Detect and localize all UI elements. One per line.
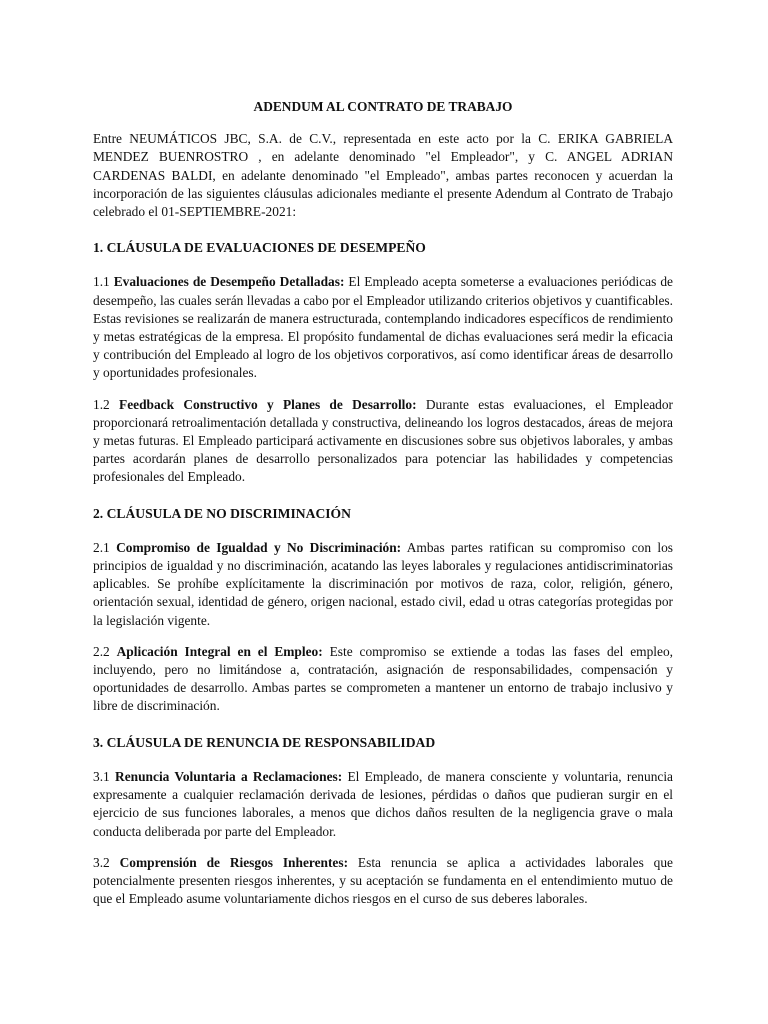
clause-text: Durante estas evaluaciones, el Empleador proporcionará retroalimentación detallada y constructiva, delineando los logros destacados, áreas de mejora y metas futuras. El Empleado participará activamente en discusiones sobre sus objetivos laborales, y ambas partes acordarán planes de desarrollo personalizados para potenciar las habilidades y competencias profesionales del Empleado. bbox=[93, 396, 673, 485]
clause-lead: Evaluaciones de Desempeño Detalladas: bbox=[113, 274, 345, 290]
clause-lead: Aplicación Integral en el Empleo: bbox=[116, 643, 323, 659]
clause-text: El Empleado, de manera consciente y voluntaria, renuncia expresamente a cualquier reclamación derivada de lesiones, pérdidas o daños que pudieran surgir en el ejercicio de sus funciones laborales, a menos que dichos daños resulten de la negligencia grave o mala conducta deliberada por parte del Empleador. bbox=[93, 768, 673, 839]
clause-number: 1.2 bbox=[93, 396, 110, 412]
clause-text: Esta renuncia se aplica a actividades laborales que potencialmente presenten riesgos inherentes, y su aceptación se fundamenta en el entendimiento mutuo de que el Empleado asume voluntariamente dichos riesgos en el curso de sus deberes laborales. bbox=[93, 854, 673, 907]
section-heading-2: 2. CLÁUSULA DE NO DISCRIMINACIÓN bbox=[93, 505, 351, 521]
clause-number: 2.1 bbox=[93, 539, 110, 555]
document-title: ADENDUM AL CONTRATO DE TRABAJO bbox=[253, 99, 513, 114]
clause-text: Ambas partes ratifican su compromiso con los principios de igualdad y no discriminación, acatando las leyes laborales y regulaciones antidiscriminatorias aplicables. Se prohíbe explícitamente la discriminación por motivos de raza, color, religión, género, orientación sexual, identidad de género, origen nacional, estado civil, edad u otras categorías protegidas por la legislación vigente. bbox=[93, 539, 673, 628]
clause-number: 2.2 bbox=[93, 643, 110, 659]
document-page bbox=[93, 98, 673, 921]
clause-number: 3.2 bbox=[93, 854, 110, 870]
clause-text: El Empleado acepta someterse a evaluaciones periódicas de desempeño, las cuales serán llevadas a cabo por el Empleador utilizando criterios objetivos y cuantificables. Estas revisiones se realizarán de manera estructurada, contemplando indicadores específicos de rendimiento y metas estratégicas de la empresa. El propósito fundamental de dichas evaluaciones será medir la eficacia y contribución del Empleado al logro de los objetivos corporativos, así como identificar áreas de desarrollo y oportunidades profesionales. bbox=[93, 274, 673, 381]
clause-number: 3.1 bbox=[93, 768, 110, 784]
clause-2-1 bbox=[93, 539, 673, 630]
intro-paragraph: Entre NEUMÁTICOS JBC, S.A. de C.V., representada en este acto por la C. ERIKA GABRIELA MENDEZ BUENROSTRO , en adelante denominado "el Empleador", y C. ANGEL ADRIAN CARDENAS BALDI, en adelante denominado "el Empleado", ambas partes reconocen y acuerdan la incorporación de las siguientes cláusulas adicionales mediante el presente Adendum al Contrato de Trabajo celebrado el 01-SEPTIEMBRE-2021: bbox=[93, 131, 673, 220]
clause-text: Este compromiso se extiende a todas las fases del empleo, incluyendo, pero no limitándose a, contratación, asignación de responsabilidades, compensación y oportunidades de desarrollo. Ambas partes se comprometen a mantener un entorno de trabajo inclusivo y libre de discriminación. bbox=[93, 643, 673, 714]
clause-number: 1.1 bbox=[93, 274, 110, 290]
clause-3-2 bbox=[93, 854, 673, 909]
section-heading-1: 1. CLÁUSULA DE EVALUACIONES DE DESEMPEÑO bbox=[93, 240, 426, 256]
clause-1-2 bbox=[93, 396, 673, 487]
clause-2-2 bbox=[93, 643, 673, 716]
clause-3-1 bbox=[93, 768, 673, 841]
clause-lead: Compromiso de Igualdad y No Discriminación: bbox=[116, 539, 402, 555]
section-heading-3: 3. CLÁUSULA DE RENUNCIA DE RESPONSABILIDAD bbox=[93, 734, 436, 750]
clause-1-1 bbox=[93, 273, 673, 382]
clause-lead: Comprensión de Riesgos Inherentes: bbox=[119, 854, 349, 870]
clause-lead: Renuncia Voluntaria a Reclamaciones: bbox=[115, 768, 343, 784]
clause-lead: Feedback Constructivo y Planes de Desarrollo: bbox=[119, 396, 417, 412]
